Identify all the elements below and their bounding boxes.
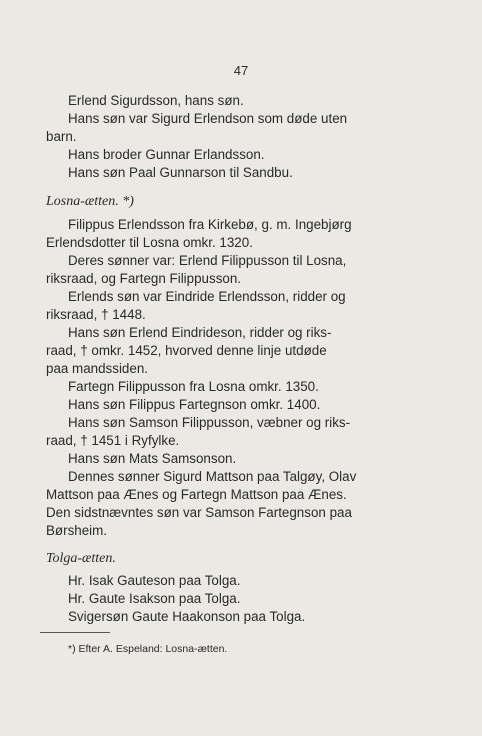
- text-line: riksraad, † 1448.: [46, 307, 146, 322]
- text-line: Hans søn var Sigurd Erlendson som døde uten: [68, 111, 348, 126]
- page-number: 47: [233, 63, 249, 78]
- text-line: riksraad, og Fartegn Filippusson.: [46, 271, 242, 286]
- section-heading-losna: Losna-ætten. *): [46, 194, 134, 209]
- text-line: Hans søn Erlend Eindrideson, ridder og riks-: [68, 325, 332, 340]
- text-line: Den sidstnævntes søn var Samson Fartegnson paa: [46, 505, 352, 520]
- text-line: Hans søn Mats Samsonson.: [68, 451, 237, 466]
- footnote-divider: [40, 632, 110, 633]
- text-line: Mattson paa Ænes og Fartegn Mattson paa Ænes.: [46, 487, 347, 502]
- footnote: *) Efter A. Espeland: Losna-ætten.: [68, 643, 228, 655]
- text-line: Erlendsdotter til Losna omkr. 1320.: [46, 235, 253, 250]
- section-heading-tolga: Tolga-ætten.: [46, 551, 116, 566]
- text-line: Hans søn Samson Filippusson, væbner og riks-: [68, 415, 351, 430]
- text-line: Hans broder Gunnar Erlandsson.: [68, 147, 265, 162]
- text-line: Filippus Erlendsson fra Kirkebø, g. m. Ingebjørg: [68, 217, 352, 232]
- text-line: Erlends søn var Eindride Erlendsson, ridder og: [68, 289, 346, 304]
- text-line: Hr. Gaute Isakson paa Tolga.: [68, 591, 241, 606]
- text-line: Hr. Isak Gauteson paa Tolga.: [68, 573, 241, 588]
- text-line: barn.: [46, 129, 77, 144]
- text-line: Hans søn Paal Gunnarson til Sandbu.: [68, 165, 293, 180]
- text-line: raad, † 1451 i Ryfylke.: [46, 433, 180, 448]
- text-line: Fartegn Filippusson fra Losna omkr. 1350.: [68, 379, 319, 394]
- text-line: Erlend Sigurdsson, hans søn.: [68, 93, 244, 108]
- text-line: Børsheim.: [46, 523, 108, 538]
- text-line: Deres sønner var: Erlend Filippusson til Losna,: [68, 253, 347, 268]
- text-line: Dennes sønner Sigurd Mattson paa Talgøy, Olav: [68, 469, 357, 484]
- text-line: paa mandssiden.: [46, 361, 148, 376]
- text-line: Svigersøn Gaute Haakonson paa Tolga.: [68, 609, 306, 624]
- text-line: Hans søn Filippus Fartegnson omkr. 1400.: [68, 397, 321, 412]
- text-line: raad, † omkr. 1452, hvorved denne linje utdøde: [46, 343, 327, 358]
